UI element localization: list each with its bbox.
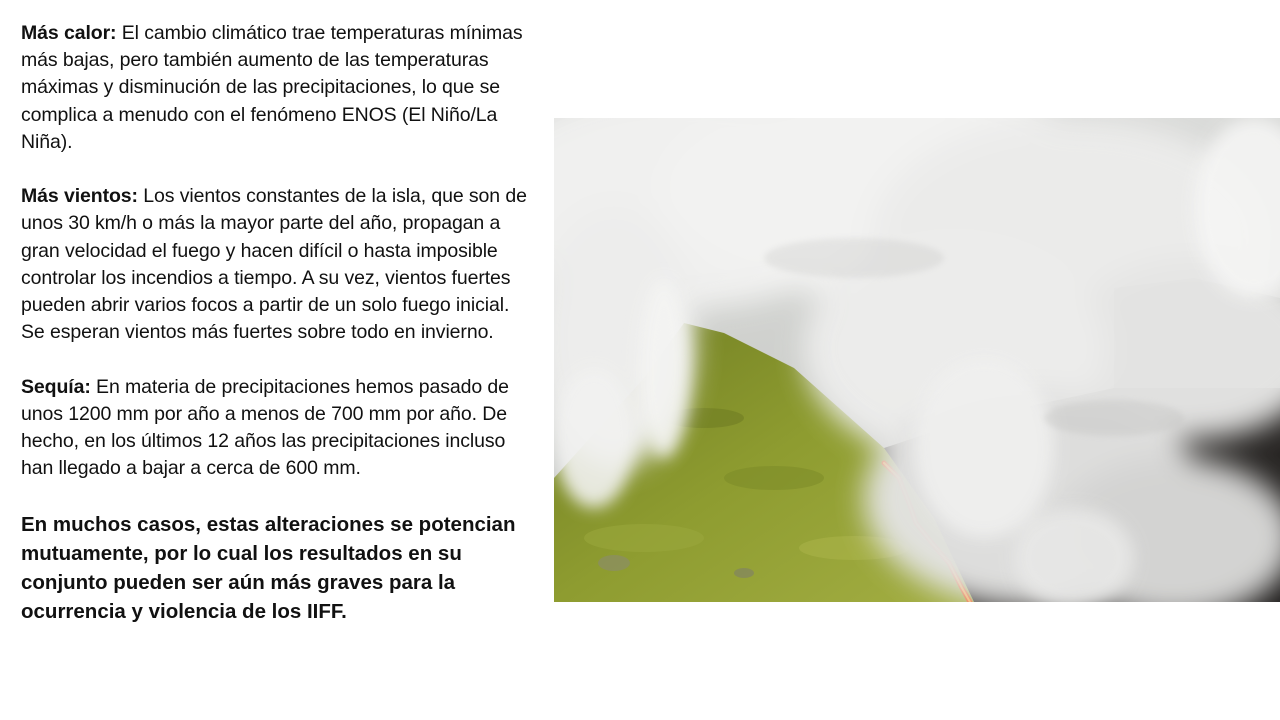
- paragraph-heat-lead: Más calor:: [21, 22, 117, 44]
- wildfire-illustration: [554, 118, 1280, 602]
- paragraph-wind-body: Los vientos constantes de la isla, que son de unos 30 km/h o más la mayor parte del año, propagan a gran velocidad el fuego y hacen difícil o hasta imposible controlar los incendios a tiempo. A su vez, vientos fuertes pueden abrir varios focos a partir de un solo fuego inicial. Se esperan vientos más fuertes sobre todo en invierno.: [21, 185, 527, 344]
- paragraph-wind-lead: Más vientos:: [21, 185, 138, 208]
- paragraph-drought-body: En materia de precipitaciones hemos pasado de unos 1200 mm por año a menos de 700 mm por año. De hecho, en los últimos 12 años las precipitaciones incluso han llegado a bajar a cerca de 600 mm.: [21, 375, 509, 480]
- wildfire-photo: [554, 118, 1280, 602]
- paragraph-wind: [21, 183, 531, 346]
- paragraph-heat: [21, 20, 531, 156]
- text-column: [21, 20, 531, 626]
- paragraph-heat-body: El cambio climático trae temperaturas mínimas más bajas, pero también aumento de las temperaturas máximas y disminución de las precipitaciones, lo que se complica a menudo con el fenómeno ENOS (El Niño/La Niña).: [21, 22, 523, 153]
- conclusion-text: En muchos casos, estas alteraciones se potencian mutuamente, por lo cual los resultados en su conjunto pueden ser aún más graves para la ocurrencia y violencia de los IIFF.: [21, 512, 516, 623]
- paragraph-drought-lead: Sequía:: [21, 375, 91, 398]
- paragraph-drought: [21, 374, 531, 483]
